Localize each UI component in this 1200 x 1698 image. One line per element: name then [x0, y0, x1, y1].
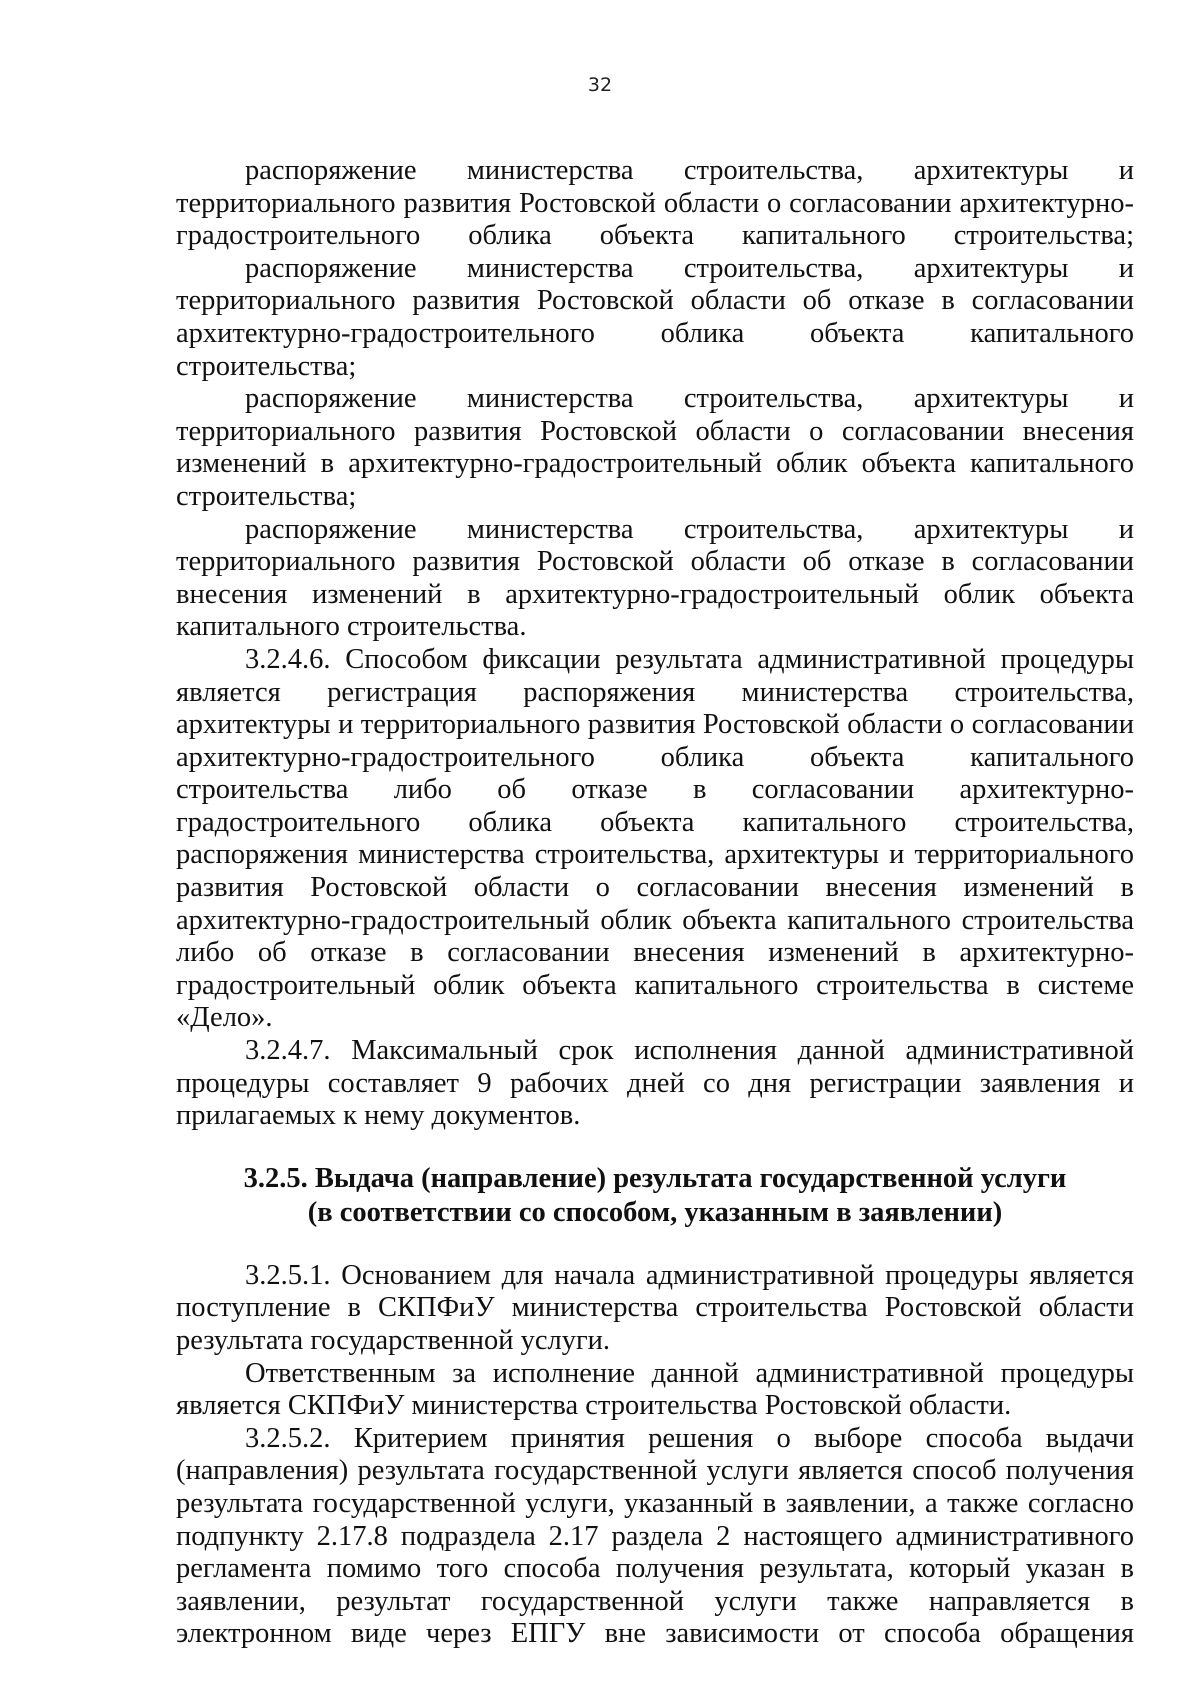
page-number: 32	[587, 74, 613, 96]
paragraph: 3.2.5.1. Основанием для начала административной процедуры является поступление в СКПФиУ министерства строительства Ростовской области результата государственной услуги.	[176, 1259, 1134, 1356]
paragraph: распоряжение министерства строительства, архитектуры и территориального развития Ростовской области о согласовании внесения изменений в архитектурно-градостроительный облик объекта капитального строительства;	[176, 383, 1134, 512]
paragraph: 3.2.4.7. Максимальный срок исполнения данной административной процедуры составляет 9 рабочих дней со дня регистрации заявления и прилагаемых к нему документов.	[176, 1035, 1134, 1132]
section-heading-line: (в соответствии со способом, указанным в заявлении)	[307, 1196, 1003, 1228]
section-heading-line: 3.2.5. Выдача (направление) результата государственной услуги	[243, 1162, 1067, 1194]
paragraph: 3.2.4.6. Способом фиксации результата административной процедуры является регистрация распоряжения министерства строительства, архитектуры и территориального развития Ростовской области о согласовании архитектурно-градостроительного облика объекта капитального строительства либо об отказе в согласовании архитектурно-градостроительного облика объекта капитального строительства, распоряжения министерства строительства, архитектуры и территориального развития Ростовской области о согласовании внесения изменений в архитектурно-градостроительный облик объекта капитального строительства либо об отказе в согласовании внесения изменений в архитектурно-градостроительный облик объекта капитального строительства в системе «Дело».	[176, 643, 1134, 1034]
paragraph: распоряжение министерства строительства, архитектуры и территориального развития Ростовской области о согласовании архитектурно-градостроительного облика объекта капитального строительства;	[176, 155, 1134, 252]
section-heading	[176, 1162, 1134, 1230]
paragraph: 3.2.5.2. Критерием принятия решения о выборе способа выдачи (направления) результата государственной услуги является способ получения результата государственной услуги, указанный в заявлении, а также согласно подпункту 2.17.8 подраздела 2.17 раздела 2 настоящего административного регламента помимо того способа получения результата, который указан в заявлении, результат государственной услуги также направляется в электронном виде через ЕПГУ вне зависимости от способа обращения	[176, 1422, 1134, 1650]
paragraph: распоряжение министерства строительства, архитектуры и территориального развития Ростовской области об отказе в согласовании архитектурно-градостроительного облика объекта капитального строительства;	[176, 252, 1134, 382]
paragraph: Ответственным за исполнение данной административной процедуры является СКПФиУ министерства строительства Ростовской области.	[176, 1357, 1134, 1422]
paragraph: распоряжение министерства строительства, архитектуры и территориального развития Ростовской области об отказе в согласовании внесения изменений в архитектурно-градостроительный облик объекта капитального строительства.	[176, 513, 1134, 643]
document-body	[176, 155, 1134, 1651]
